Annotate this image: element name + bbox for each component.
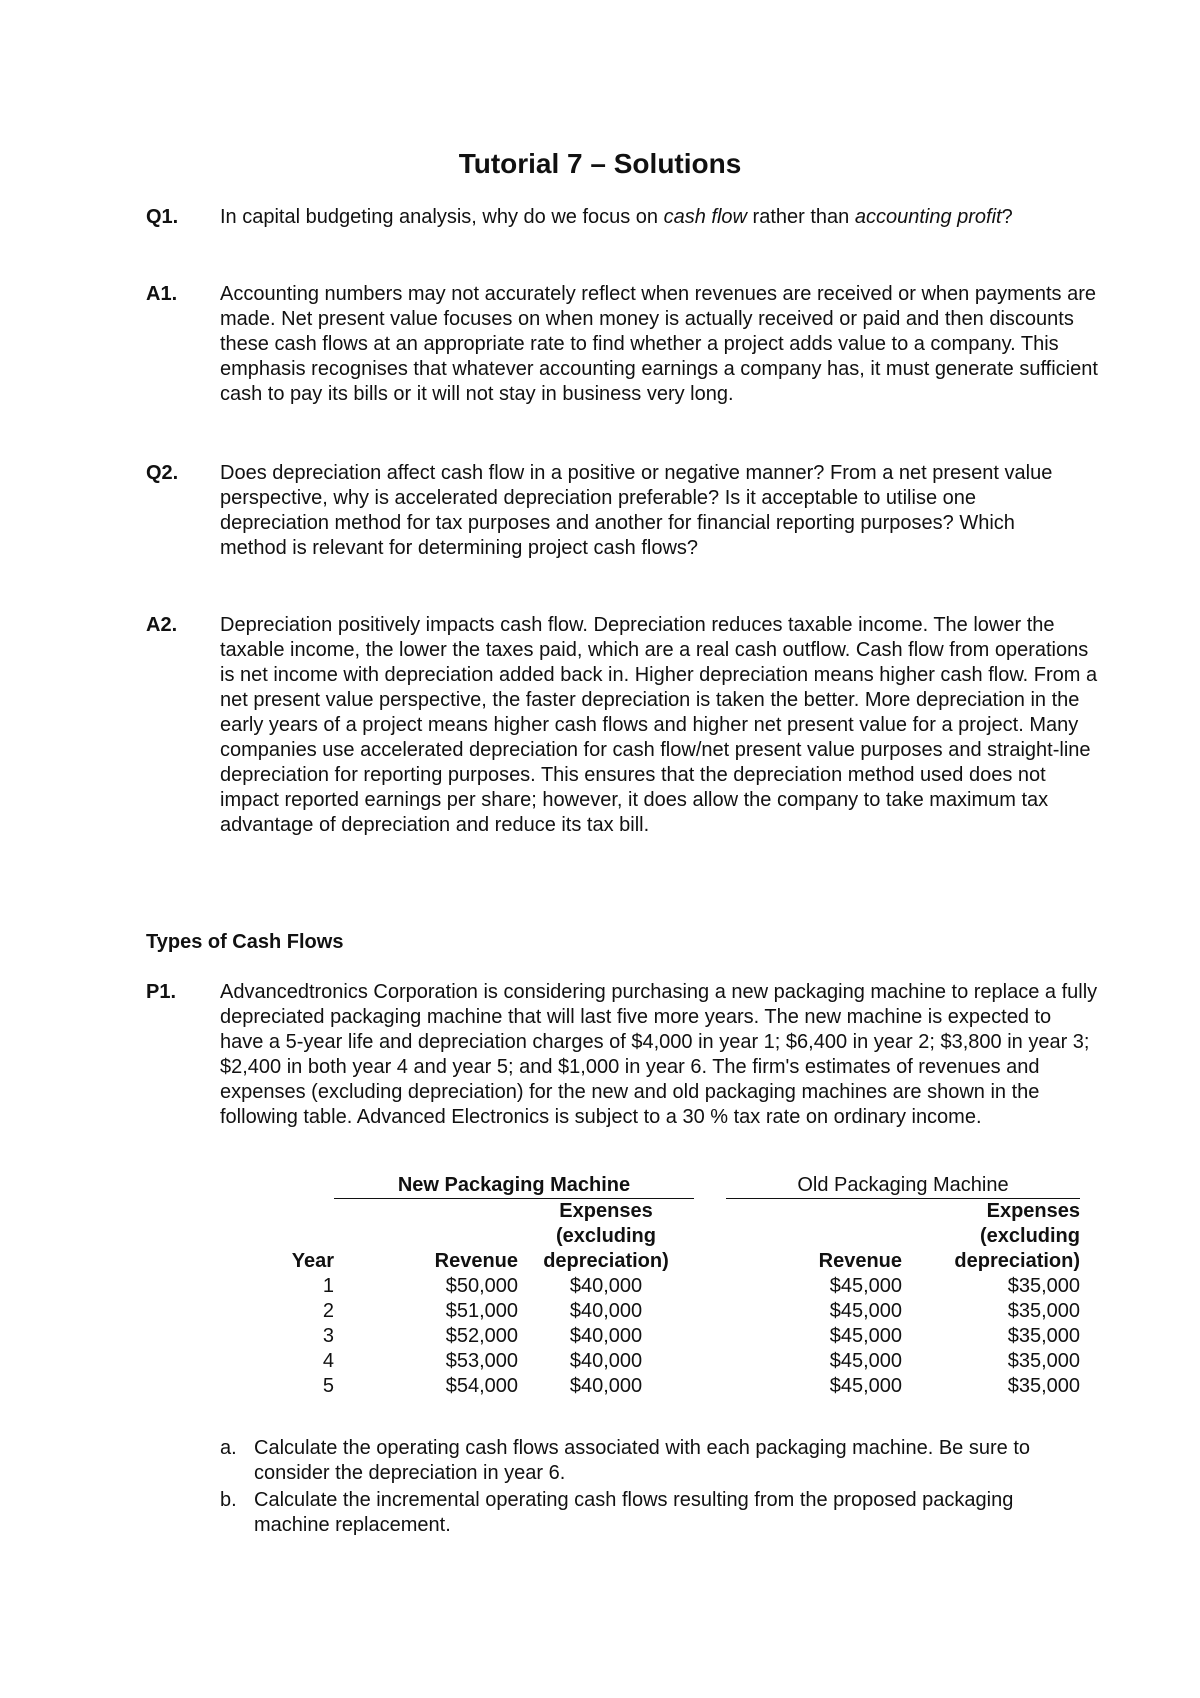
problem-1-text: Advancedtronics Corporation is considering purchasing a new packaging machine to replace a fully depreciated packaging machine that will last five more years. The new machine is expected to have a 5-year life and depreciation charges of $4,000 in year 1; $6,400 in year 2; $3,800 in year 3; $2,400 in both year 4 and year 5; and $1,000 in year 6. The firm's estimates of revenues and expenses (excluding depreciation) for the new and old packaging machines are shown in the following table. Advanced Electronics is subject to a 30 % tax rate on ordinary income. <box>220 981 1098 1128</box>
problem-1-label: P1. <box>146 981 177 1003</box>
cell-revenue-old: $45,000 <box>829 1375 902 1397</box>
cell-revenue-old: $45,000 <box>829 1325 902 1347</box>
cell-revenue-old: $45,000 <box>829 1300 902 1322</box>
header-year: Year <box>291 1250 334 1272</box>
cell-year: 5 <box>322 1375 334 1397</box>
cell-expenses-old: $35,000 <box>1007 1325 1080 1347</box>
cell-expenses-old: $35,000 <box>1007 1375 1080 1397</box>
table-row <box>256 1374 1080 1399</box>
section-heading: Types of Cash Flows <box>146 931 344 953</box>
cell-revenue-new: $53,000 <box>445 1350 518 1372</box>
question-1-text: In capital budgeting analysis, why do we focus on cash flow rather than accounting profit? <box>220 206 1013 228</box>
table-group-header-row <box>256 1173 1080 1199</box>
cell-expenses-old: $35,000 <box>1007 1275 1080 1297</box>
header-revenue-old: Revenue <box>818 1250 902 1272</box>
header-revenue-new: Revenue <box>434 1250 518 1272</box>
subquestion-a-text: Calculate the operating cash flows associated with each packaging machine. Be sure to consider the depreciation in year 6. <box>254 1437 1031 1484</box>
cell-revenue-new: $52,000 <box>445 1325 518 1347</box>
cell-expenses-new: $40,000 <box>569 1325 643 1347</box>
table-row <box>256 1324 1080 1349</box>
table-row <box>256 1274 1080 1299</box>
answer-1-text: Accounting numbers may not accurately reflect when revenues are received or when payments are made. Net present value focuses on when money is actually received or paid and then discounts these cash flows at an appropriate rate to find whether a project adds value to a company. This emphasis recognises that whatever accounting earnings a company has, it must generate sufficient cash to pay its bills or it will not stay in business very long. <box>220 283 1098 405</box>
cell-expenses-new: $40,000 <box>569 1375 643 1397</box>
cell-year: 4 <box>322 1350 334 1372</box>
table-column-header-row <box>256 1199 1080 1275</box>
cell-revenue-old: $45,000 <box>829 1275 902 1297</box>
cell-year: 1 <box>322 1275 334 1297</box>
cell-expenses-old: $35,000 <box>1007 1350 1080 1372</box>
subquestion-a-marker: a. <box>220 1437 237 1459</box>
answer-2-text: Depreciation positively impacts cash flow. Depreciation reduces taxable income. The lower the taxable income, the lower the taxes paid, which are a real cash outflow. Cash flow from operations is net income with depreciation added back in. Higher depreciation means higher cash flow. From a net present value perspective, the faster depreciation is taken the better. More depreciation in the early years of a project means higher cash flows and higher net present value for a project. Many companies use accelerated depreciation for cash flow/net present value purposes and straight-line depreciation for reporting purposes. This ensures that the depreciation method used does not impact reported earnings per share; however, it does allow the company to take maximum tax advantage of depreciation and reduce its tax bill. <box>220 614 1098 836</box>
cell-revenue-new: $51,000 <box>445 1300 518 1322</box>
cash-flow-table <box>256 1173 1080 1399</box>
cell-year: 3 <box>322 1325 334 1347</box>
cell-expenses-new: $40,000 <box>569 1350 643 1372</box>
cell-revenue-new: $54,000 <box>445 1375 518 1397</box>
table-row <box>256 1299 1080 1324</box>
question-2-text: Does depreciation affect cash flow in a positive or negative manner? From a net present value perspective, why is accelerated depreciation preferable? Is it acceptable to utilise one depreciation method for tax purposes and another for financial reporting purposes? Which method is relevant for determining project cash flows? <box>220 462 1053 559</box>
table-row <box>256 1349 1080 1374</box>
cell-expenses-new: $40,000 <box>569 1300 643 1322</box>
cell-revenue-old: $45,000 <box>829 1350 902 1372</box>
subquestion-b-marker: b. <box>220 1489 237 1511</box>
question-1-label: Q1. <box>146 206 179 228</box>
cell-expenses-new: $40,000 <box>569 1275 643 1297</box>
header-expenses-old: Expenses (excluding depreciation) <box>954 1200 1080 1272</box>
header-expenses-new: Expenses (excluding depreciation) <box>543 1200 669 1272</box>
cell-revenue-new: $50,000 <box>445 1275 518 1297</box>
cell-year: 2 <box>322 1300 334 1322</box>
answer-1-label: A1. <box>146 283 178 305</box>
group-new-machine: New Packaging Machine <box>334 1173 694 1199</box>
question-2-label: Q2. <box>146 462 179 484</box>
page-title: Tutorial 7 – Solutions <box>458 148 742 179</box>
answer-2-label: A2. <box>146 614 178 636</box>
group-old-machine: Old Packaging Machine <box>726 1173 1080 1199</box>
cell-expenses-old: $35,000 <box>1007 1300 1080 1322</box>
subquestion-b-text: Calculate the incremental operating cash flows resulting from the proposed packaging machine replacement. <box>254 1489 1014 1536</box>
